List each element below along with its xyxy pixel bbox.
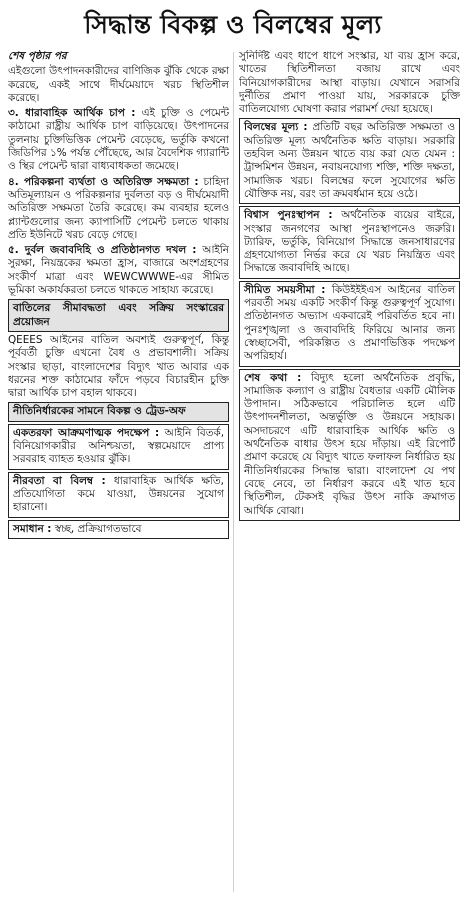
conclusion-heading: শেষ কথা : (244, 371, 302, 384)
option-unilateral-heading: একতরফা আক্রমণাত্মক পদক্ষেপ : (13, 426, 160, 439)
section-3-paragraph (8, 107, 229, 173)
section-3-heading: ৩. ধারাবাহিক আর্থিক চাপ : (8, 107, 136, 120)
right-column (239, 50, 460, 895)
column-divider (233, 52, 234, 892)
restore-trust-box (239, 206, 460, 278)
limited-time-body: কিউইইইএস আইনের বাতিল পরবর্তী সময় একটি সংকীর্ণ কিন্তু গুরুত্বপূর্ণ সুযোগ। প্রতিষ্ঠানগত অভ্যাস একবারেই পরিবর্তিত হবে না। পুনঃশৃঙ্খলা ও জবাবদিহি ফিরিয়ে আনার জন্য স্বেচ্ছাসেবী, পরিকল্পিত ও প্রমাণভিত্তিক পদক্ষেপ অপরিহার্য। (244, 283, 455, 363)
section-4-heading: ৪. পরিকল্পনা ব্যর্থতা ও অতিরিক্ত সক্ষমতা : (8, 175, 199, 188)
option-solution-heading: সমাধান : (13, 522, 52, 535)
subheading-box-options: নীতিনির্ধারকের সামনে বিকল্প ও ট্রেড-অফ (8, 402, 229, 421)
conclusion-box (239, 369, 460, 521)
section-5-heading: ৫. দুর্বল জবাবদিহি ও প্রতিষ্ঠানগত দখল : (8, 244, 197, 257)
conclusion-body: বিদ্যুৎ হলো অর্থনৈতিক প্রবৃদ্ধি, সামাজিক কল্যাণ ও রাষ্ট্রীয় বৈধতার একটি মৌলিক উপাদান। সঠিকভাবে পরিচালিত হলে এটি উৎপাদনশীলতা, অন্তর্ভুক্তি ও উন্নয়নে সহায়ক। অসদাচরণে এটি ধারাবাহিক আর্থিক ক্ষতি ও অর্থনৈতিক বাধার উৎস হয়ে দাঁড়ায়। এই রিপোর্ট প্রমাণ করেছে যে বিদ্যুৎ খাতে ফলাফল নির্ধারিত হয় নীতিনির্ধারকের সিদ্ধান্ত দ্বারা। বাংলাদেশ যে পথ বেছে নেবে, তা নির্ধারণ করবে এই খাত হবে স্থিতিশীল, টেকসই বৃদ্ধির উৎস নাকি ক্রমাগত আর্থিক বোঝা। (244, 371, 455, 517)
option-box-delay (8, 472, 229, 518)
qeees-paragraph: QEEES আইনের বাতিল অবশ্যই গুরুত্বপূর্ণ, কিন্তু পূর্ববর্তী চুক্তি এখনো বৈধ ও প্রভাবশালী। সক্রিয় সংস্কার ছাড়া, বাংলাদেশের বিদ্যুৎ খাত আবার এক ধরনের শক্ত কাঠামোর ফাঁদে পড়বে বিচারহীন চুক্তি দ্বারা আর্থিক চাপ বহাল থাকবে। (8, 333, 229, 400)
intro-paragraph: এইগুলো উৎপাদনকারীদের বাণিজিক ঝুঁকি থেকে রক্ষা করেছে, একই সাথে দীর্ঘমেয়াদে খরচ স্থিতিশীল করেছে। (8, 65, 229, 104)
option-delay-body: ধারাবাহিক আর্থিক ক্ষতি, প্রতিযোগিতা কমে যাওয়া, উন্নয়নের সুযোগ হারানো। (13, 474, 224, 514)
left-column (8, 50, 229, 895)
section-4-paragraph (8, 176, 229, 242)
restore-trust-heading: বিশ্বাস পুনঃস্থাপন : (244, 209, 333, 222)
delay-cost-body: প্রতিটি বছর অতিরিক্ত সক্ষমতা ও অতিরিক্ত মূল্য অর্থনৈতিক ক্ষতি বাড়ায়। সরকারি তহবিল অন্য উন্নয়ন খাতে ব্যয় করা যেত যেমন : ট্রান্সমিশন উন্নয়ন, নবায়নযোগ্য শক্তি, শক্তি দক্ষতা, সামাজিক খরচ। বিলম্বের ফলে সুযোগের ক্ষতি যৌক্তিক নয়, বরং তা ক্রমবর্ধমান হয়ে ওঠে। (244, 121, 455, 200)
headline: সিদ্ধান্ত বিকল্প ও বিলম্বের মূল্য (84, 10, 382, 39)
option-solution-body: স্বচ্ছ, প্রক্রিয়াগতভাবে (51, 522, 142, 535)
delay-cost-box (239, 118, 460, 204)
continued-label: শেষ পৃষ্ঠার পর (8, 50, 67, 62)
option-box-solution (8, 520, 229, 539)
option-delay-heading: নীরবতা বা বিলম্ব : (13, 474, 106, 487)
section-5-body: আইনি সুরক্ষা, নিয়ন্ত্রকের ক্ষমতা হ্রাস, বাজারে অংশগ্রহণের সংকীর্ণ মাত্রা এবং WEWCWWWE-এর সীমিত ভূমিকা অকার্যকরতা চলতে থাকতে সাহায্য করেছে। (8, 244, 229, 297)
limited-time-heading: সীমিত সময়সীমা : (244, 283, 326, 296)
option-unilateral-body: আইনি বিতর্ক, বিনিয়োগকারীর অনিশ্চয়তা, স্বল্পমেয়াদে প্রাপ্য সরবরাহ ব্যাহত হওয়ার ঝুঁকি। (13, 426, 224, 466)
limited-time-box (239, 281, 460, 367)
section-5-paragraph (8, 244, 229, 297)
restore-trust-body: অর্থনৈতিক ব্যয়ের বাইরে, সংস্কার জনগণের আস্থা পুনঃস্থাপনেও জরুরি। ট্যারিফ, ভর্তুকি, বিনিয়োগ সিদ্ধান্তে জনসাধারণের গ্রহণযোগ্যতা নির্ভর করে যে খরচ নিয়ন্ত্রিত এবং সিদ্ধান্তে জবাবদিহি আছে। (244, 209, 455, 275)
delay-cost-heading: বিলম্বের মূল্য : (244, 121, 308, 134)
option-box-unilateral (8, 424, 229, 470)
subheading-box-repeal-limits: বাতিলের সীমাবদ্ধতা এবং সক্রিয় সংস্কারের প্রয়োজন (8, 299, 229, 332)
section-3-body: এই চুক্তি ও পেমেন্ট কাঠামো রাষ্ট্রীয় আর্থিক চাপ বাড়িয়েছে। উৎপাদনের তুলনায় চুক্তিভিত্তিক পেমেন্ট বেড়েছে, ভর্তুকি কখনো জিডিপির ১% পর্যন্ত পৌঁছেছে, আর বৈদেশিক গ্যারান্টি ও স্থির পেমেন্ট দ্বারা বাধ্যবাধকতা জমেছে। (8, 107, 229, 173)
solution-continued-paragraph: সুনির্দিষ্ট এবং ধাপে ধাপে সংস্কার, যা ব্যয় হ্রাস করে, খাতের স্থিতিশীলতা বজায় রাখে এবং বিনিয়োগকারীদের আস্থা বাড়ায়। যেখানে সরাসরি দুর্নীতির প্রমাণ পাওয়া যায়, সরকারকে চুক্তি বাতিলযোগ্য ঘোষণা করার পরামর্শ দেয়া হয়েছে। (239, 50, 460, 116)
section-4-body: চাহিদা অতিমূল্যায়ন ও পরিকল্পনার দুর্বলতা বড় ও দীর্ঘমেয়াদী অতিরিক্ত সক্ষমতা তৈরি করেছে। কম ব্যবহার হলেও প্ল্যান্টগুলোর জন্য ক্যাপাসিটি পেমেন্ট চলতে থাকায় প্রতি ইউনিটে খরচ বেড়ে গেছে। (8, 175, 229, 241)
